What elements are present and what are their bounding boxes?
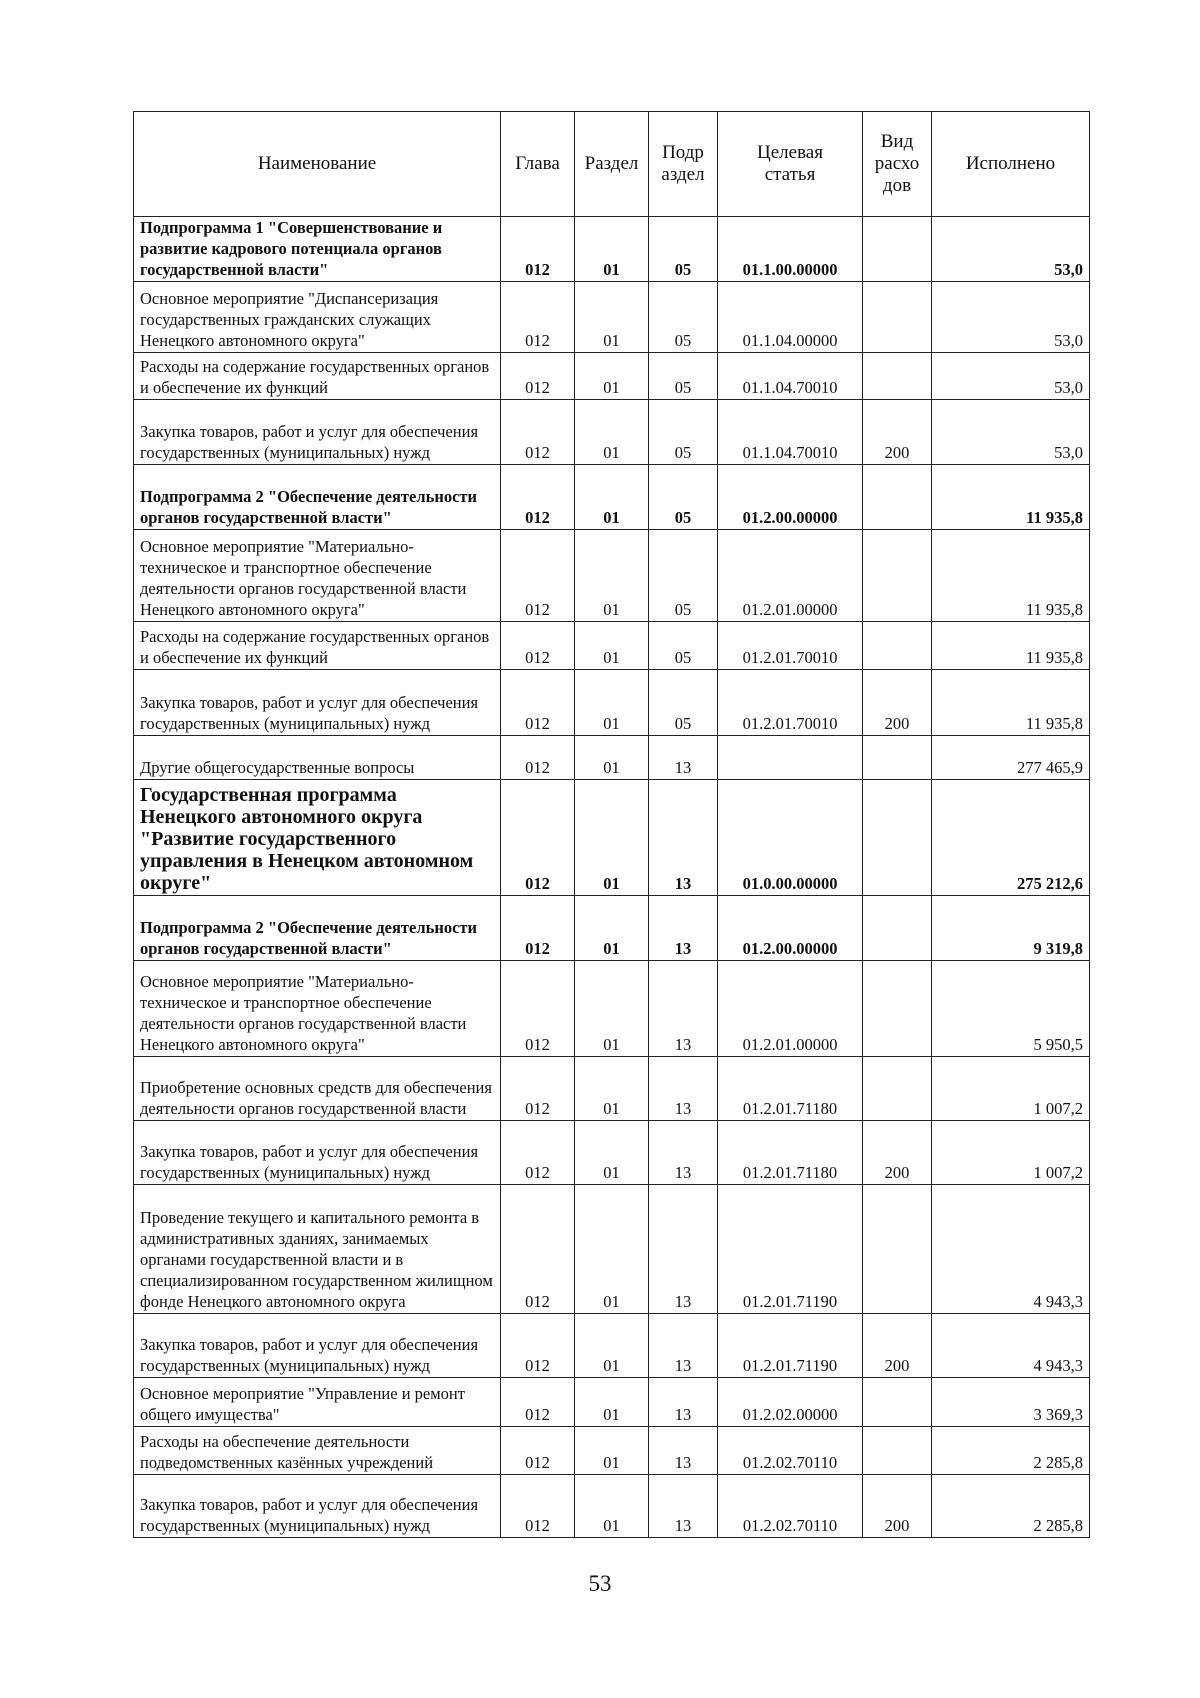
row-name-cell: Другие общегосударственные вопросы (134, 736, 501, 780)
row-celevaya-cell: 01.2.02.70110 (718, 1427, 863, 1475)
row-razdel-cell: 01 (575, 1427, 649, 1475)
row-name-cell: Государственная программа Ненецкого автономного округа "Развитие государственного управления в Ненецком автономном округе" (134, 780, 501, 896)
row-razdel-cell: 01 (575, 400, 649, 465)
row-razdel-cell: 01 (575, 780, 649, 896)
row-name-cell: Подпрограмма 1 "Совершенствование и развитие кадрового потенциала органов государственной власти" (134, 217, 501, 282)
row-razdel-cell: 01 (575, 1121, 649, 1185)
row-name-cell: Подпрограмма 2 "Обеспечение деятельности органов государственной власти" (134, 465, 501, 530)
row-ispolneno-cell: 1 007,2 (932, 1057, 1090, 1121)
row-glava-cell: 012 (501, 217, 575, 282)
row-podrazdel-cell: 05 (649, 670, 718, 736)
row-podrazdel-cell: 13 (649, 961, 718, 1057)
row-vid-cell (863, 1185, 932, 1314)
row-vid-cell (863, 1427, 932, 1475)
header-row (134, 112, 1090, 217)
table-row (134, 1057, 1090, 1121)
row-name-cell: Расходы на содержание государственных органов и обеспечение их функций (134, 353, 501, 400)
row-razdel-cell: 01 (575, 896, 649, 961)
table-row (134, 896, 1090, 961)
row-celevaya-cell: 01.2.01.00000 (718, 961, 863, 1057)
row-vid-cell (863, 1057, 932, 1121)
row-celevaya-cell: 01.1.04.70010 (718, 400, 863, 465)
row-name-cell: Закупка товаров, работ и услуг для обеспечения государственных (муниципальных) нужд (134, 1121, 501, 1185)
row-podrazdel-cell: 13 (649, 1475, 718, 1538)
table-row (134, 1121, 1090, 1185)
row-celevaya-cell: 01.0.00.00000 (718, 780, 863, 896)
table-row (134, 1185, 1090, 1314)
row-podrazdel-cell: 13 (649, 780, 718, 896)
row-name-cell: Закупка товаров, работ и услуг для обеспечения государственных (муниципальных) нужд (134, 400, 501, 465)
row-glava-cell: 012 (501, 961, 575, 1057)
row-name-cell: Подпрограмма 2 "Обеспечение деятельности органов государственной власти" (134, 896, 501, 961)
row-vid-cell: 200 (863, 670, 932, 736)
row-celevaya-cell: 01.2.00.00000 (718, 465, 863, 530)
row-glava-cell: 012 (501, 282, 575, 353)
row-vid-cell (863, 736, 932, 780)
row-podrazdel-cell: 13 (649, 736, 718, 780)
row-razdel-cell: 01 (575, 736, 649, 780)
row-glava-cell: 012 (501, 1427, 575, 1475)
row-glava-cell: 012 (501, 1121, 575, 1185)
row-vid-cell (863, 961, 932, 1057)
row-celevaya-cell: 01.2.02.00000 (718, 1378, 863, 1427)
row-podrazdel-cell: 13 (649, 1314, 718, 1378)
row-podrazdel-cell: 05 (649, 400, 718, 465)
row-name-cell: Закупка товаров, работ и услуг для обеспечения государственных (муниципальных) нужд (134, 670, 501, 736)
row-razdel-cell: 01 (575, 353, 649, 400)
table-row (134, 1314, 1090, 1378)
table-row (134, 780, 1090, 896)
row-podrazdel-cell: 13 (649, 896, 718, 961)
row-ispolneno-cell: 2 285,8 (932, 1427, 1090, 1475)
row-name-cell: Закупка товаров, работ и услуг для обеспечения государственных (муниципальных) нужд (134, 1314, 501, 1378)
row-vid-cell: 200 (863, 1475, 932, 1538)
row-celevaya-cell: 01.1.00.00000 (718, 217, 863, 282)
row-name-cell: Проведение текущего и капитального ремонта в административных зданиях, занимаемых органами государственной власти и в специализированном государственном жилищном фонде Ненецкого автономного округа (134, 1185, 501, 1314)
row-celevaya-cell: 01.2.01.71190 (718, 1185, 863, 1314)
row-ispolneno-cell: 53,0 (932, 217, 1090, 282)
row-glava-cell: 012 (501, 353, 575, 400)
budget-table (133, 111, 1090, 1538)
row-glava-cell: 012 (501, 780, 575, 896)
row-glava-cell: 012 (501, 400, 575, 465)
row-vid-cell (863, 353, 932, 400)
row-podrazdel-cell: 05 (649, 622, 718, 670)
row-vid-cell (863, 622, 932, 670)
row-ispolneno-cell: 277 465,9 (932, 736, 1090, 780)
row-podrazdel-cell: 05 (649, 353, 718, 400)
row-celevaya-cell: 01.2.01.70010 (718, 670, 863, 736)
table-row (134, 282, 1090, 353)
row-ispolneno-cell: 11 935,8 (932, 670, 1090, 736)
row-razdel-cell: 01 (575, 1378, 649, 1427)
table-row (134, 622, 1090, 670)
row-ispolneno-cell: 53,0 (932, 282, 1090, 353)
row-glava-cell: 012 (501, 530, 575, 622)
header-glava: Глава (501, 112, 575, 217)
row-glava-cell: 012 (501, 1475, 575, 1538)
header-name: Наименование (134, 112, 501, 217)
row-podrazdel-cell: 13 (649, 1121, 718, 1185)
header-razdel: Раздел (575, 112, 649, 217)
row-ispolneno-cell: 9 319,8 (932, 896, 1090, 961)
header-ispolneno: Исполнено (932, 112, 1090, 217)
row-vid-cell (863, 1378, 932, 1427)
row-razdel-cell: 01 (575, 282, 649, 353)
row-glava-cell: 012 (501, 896, 575, 961)
row-celevaya-cell: 01.1.04.00000 (718, 282, 863, 353)
header-podrazdel: Подр аздел (649, 112, 718, 217)
row-ispolneno-cell: 4 943,3 (932, 1314, 1090, 1378)
row-razdel-cell: 01 (575, 1185, 649, 1314)
row-podrazdel-cell: 13 (649, 1427, 718, 1475)
row-ispolneno-cell: 275 212,6 (932, 780, 1090, 896)
table-row (134, 736, 1090, 780)
row-razdel-cell: 01 (575, 670, 649, 736)
row-podrazdel-cell: 13 (649, 1185, 718, 1314)
row-razdel-cell: 01 (575, 622, 649, 670)
row-name-cell: Приобретение основных средств для обеспечения деятельности органов государственной власти (134, 1057, 501, 1121)
table-row (134, 1427, 1090, 1475)
row-podrazdel-cell: 05 (649, 217, 718, 282)
table-row (134, 1475, 1090, 1538)
row-celevaya-cell: 01.1.04.70010 (718, 353, 863, 400)
row-celevaya-cell: 01.2.01.70010 (718, 622, 863, 670)
row-ispolneno-cell: 53,0 (932, 400, 1090, 465)
row-celevaya-cell: 01.2.01.71180 (718, 1057, 863, 1121)
row-vid-cell: 200 (863, 1314, 932, 1378)
row-glava-cell: 012 (501, 670, 575, 736)
row-ispolneno-cell: 3 369,3 (932, 1378, 1090, 1427)
table-body (134, 217, 1090, 1538)
row-glava-cell: 012 (501, 1057, 575, 1121)
table-row (134, 530, 1090, 622)
row-ispolneno-cell: 1 007,2 (932, 1121, 1090, 1185)
row-ispolneno-cell: 11 935,8 (932, 465, 1090, 530)
row-ispolneno-cell: 5 950,5 (932, 961, 1090, 1057)
row-podrazdel-cell: 05 (649, 530, 718, 622)
table-row (134, 1378, 1090, 1427)
page-number: 53 (588, 1571, 612, 1596)
row-vid-cell (863, 465, 932, 530)
row-celevaya-cell: 01.2.01.71190 (718, 1314, 863, 1378)
row-name-cell: Основное мероприятие "Диспансеризация государственных гражданских служащих Ненецкого автономного округа" (134, 282, 501, 353)
row-ispolneno-cell: 2 285,8 (932, 1475, 1090, 1538)
row-name-cell: Расходы на обеспечение деятельности подведомственных казённых учреждений (134, 1427, 501, 1475)
row-celevaya-cell: 01.2.01.71180 (718, 1121, 863, 1185)
row-vid-cell: 200 (863, 400, 932, 465)
row-podrazdel-cell: 05 (649, 282, 718, 353)
row-name-cell: Расходы на содержание государственных органов и обеспечение их функций (134, 622, 501, 670)
row-vid-cell (863, 530, 932, 622)
table-row (134, 400, 1090, 465)
row-ispolneno-cell: 11 935,8 (932, 530, 1090, 622)
table-row (134, 353, 1090, 400)
row-name-cell: Основное мероприятие "Управление и ремонт общего имущества" (134, 1378, 501, 1427)
row-glava-cell: 012 (501, 1314, 575, 1378)
row-name-cell: Закупка товаров, работ и услуг для обеспечения государственных (муниципальных) нужд (134, 1475, 501, 1538)
row-vid-cell (863, 217, 932, 282)
row-celevaya-cell: 01.2.01.00000 (718, 530, 863, 622)
row-vid-cell (863, 282, 932, 353)
row-glava-cell: 012 (501, 465, 575, 530)
row-podrazdel-cell: 13 (649, 1057, 718, 1121)
row-glava-cell: 012 (501, 736, 575, 780)
row-name-cell: Основное мероприятие "Материально-техническое и транспортное обеспечение деятельности органов государственной власти Ненецкого автономного округа" (134, 530, 501, 622)
row-celevaya-cell: 01.2.00.00000 (718, 896, 863, 961)
row-glava-cell: 012 (501, 1185, 575, 1314)
row-razdel-cell: 01 (575, 217, 649, 282)
row-celevaya-cell (718, 736, 863, 780)
header-vid: Вид расхо дов (863, 112, 932, 217)
table-row (134, 961, 1090, 1057)
row-razdel-cell: 01 (575, 530, 649, 622)
row-vid-cell (863, 780, 932, 896)
row-razdel-cell: 01 (575, 465, 649, 530)
row-glava-cell: 012 (501, 622, 575, 670)
row-ispolneno-cell: 53,0 (932, 353, 1090, 400)
row-razdel-cell: 01 (575, 1057, 649, 1121)
row-podrazdel-cell: 13 (649, 1378, 718, 1427)
table-row (134, 465, 1090, 530)
row-ispolneno-cell: 4 943,3 (932, 1185, 1090, 1314)
row-vid-cell (863, 896, 932, 961)
row-celevaya-cell: 01.2.02.70110 (718, 1475, 863, 1538)
header-celevaya: Целевая статья (718, 112, 863, 217)
row-podrazdel-cell: 05 (649, 465, 718, 530)
row-ispolneno-cell: 11 935,8 (932, 622, 1090, 670)
row-razdel-cell: 01 (575, 961, 649, 1057)
row-name-cell: Основное мероприятие "Материально-техническое и транспортное обеспечение деятельности органов государственной власти Ненецкого автономного округа" (134, 961, 501, 1057)
row-razdel-cell: 01 (575, 1314, 649, 1378)
row-vid-cell: 200 (863, 1121, 932, 1185)
table-row (134, 217, 1090, 282)
row-razdel-cell: 01 (575, 1475, 649, 1538)
row-glava-cell: 012 (501, 1378, 575, 1427)
table-row (134, 670, 1090, 736)
